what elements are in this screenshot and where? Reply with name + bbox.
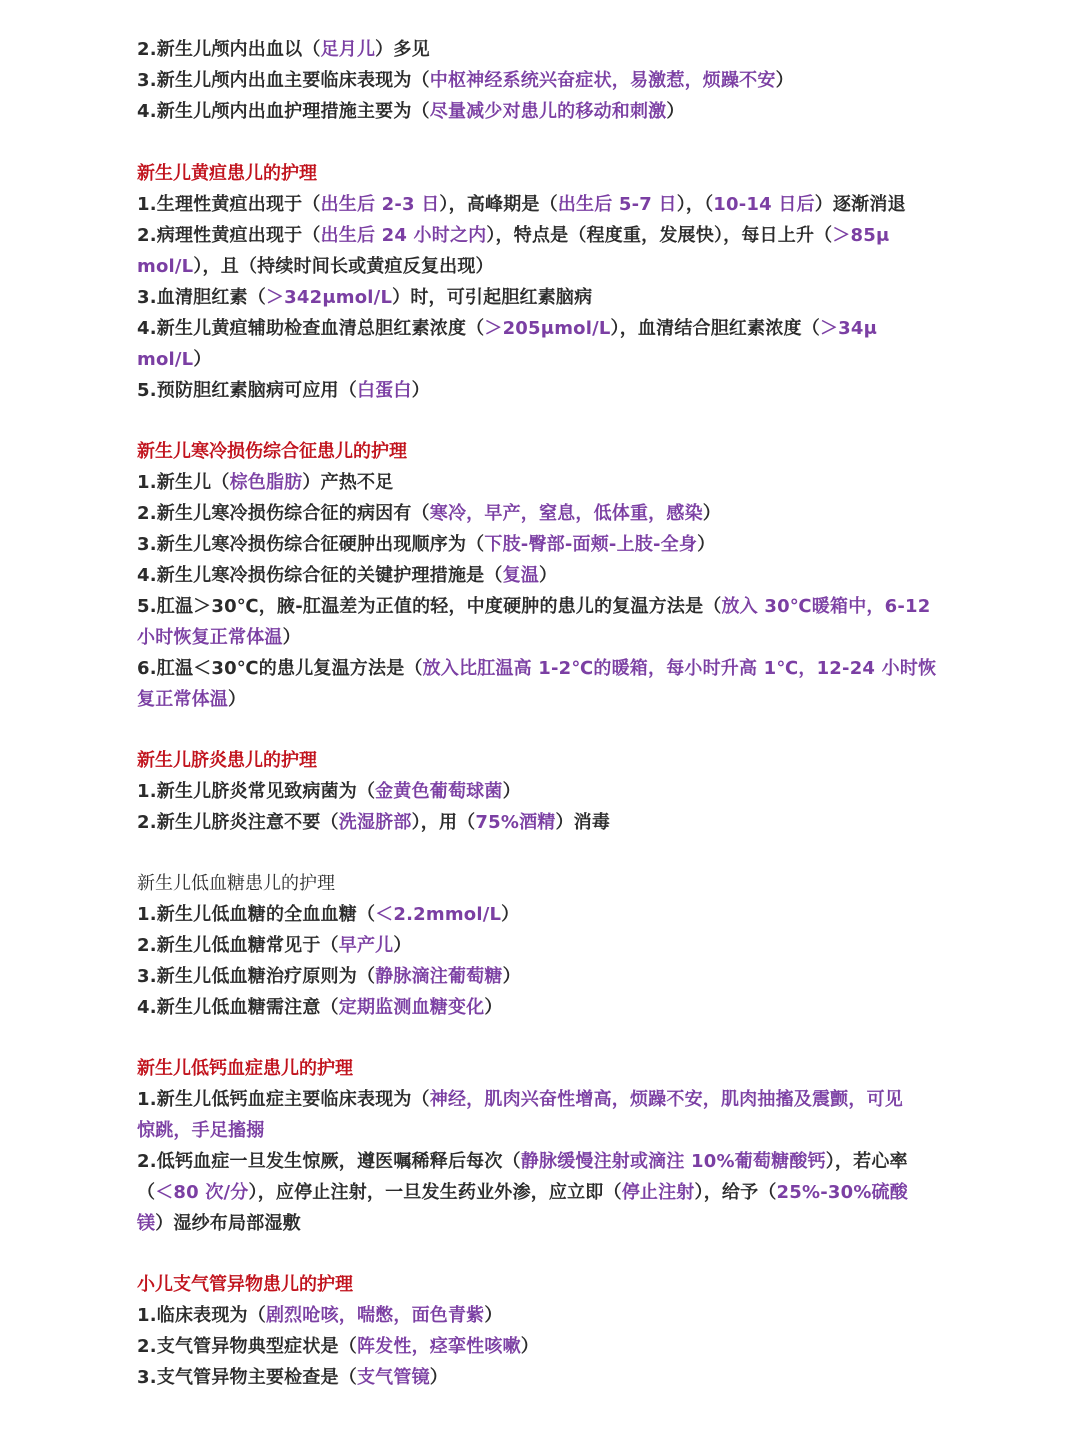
question-text: ） (393, 935, 412, 956)
question-text: ），（ (676, 194, 714, 215)
list-item (137, 1208, 962, 1239)
list-item (137, 313, 962, 344)
list-item (137, 467, 962, 498)
list-item (137, 1331, 962, 1362)
question-text: 2.新生儿颅内出血以（ (137, 39, 321, 60)
list-item (137, 65, 962, 96)
list-item (137, 1115, 962, 1146)
answer-highlight: 出生后 2-3 日 (320, 194, 440, 215)
list-item (137, 1300, 962, 1331)
section (137, 436, 962, 715)
list-item (137, 930, 962, 961)
answer-highlight: ＞342μmol/L (265, 287, 393, 308)
question-text: ）时，可引起胆红素脑病 (392, 287, 593, 308)
answer-highlight: mol/L (137, 256, 194, 277)
list-item (137, 220, 962, 251)
question-text: 2.病理性黄疸出现于（ (137, 225, 321, 246)
list-item (137, 1362, 962, 1393)
list-item (137, 344, 962, 375)
question-text: ），给予（ (694, 1182, 777, 1203)
question-text: 3.新生儿颅内出血主要临床表现为（ (137, 70, 430, 91)
answer-highlight: 75%酒精 (475, 812, 556, 833)
question-text: 1.新生儿（ (137, 472, 230, 493)
question-text: 4.新生儿低血糖需注意（ (137, 997, 339, 1018)
question-text: 3.新生儿低血糖治疗原则为（ (137, 966, 376, 987)
answer-highlight: 寒冷，早产，窒息，低体重，感染 (429, 503, 703, 524)
answer-highlight: 10-14 日后 (713, 194, 815, 215)
list-item (137, 560, 962, 591)
section-heading: 新生儿寒冷损伤综合征患儿的护理 (137, 441, 407, 462)
question-text: 2.新生儿脐炎注意不要（ (137, 812, 339, 833)
question-text: 3.支气管异物主要检查是（ (137, 1367, 357, 1388)
answer-highlight: 中枢神经系统兴奋症状，易激惹，烦躁不安 (429, 70, 776, 91)
question-text: ），应停止注射，一旦发生药业外渗，应立即（ (248, 1182, 622, 1203)
section (137, 1053, 962, 1239)
question-text: ） (484, 997, 503, 1018)
answer-highlight: 尽量减少对患儿的移动和刺激 (429, 101, 667, 122)
answer-highlight: ＞85μ (832, 225, 890, 246)
list-item (137, 591, 962, 622)
answer-highlight: 洗湿脐部 (338, 812, 412, 833)
question-text: ） (520, 1336, 539, 1357)
question-text: 5.肛温＞30℃，腋-肛温差为正值的轻，中度硬肿的患儿的复温方法是（ (137, 596, 722, 617)
list-item (137, 96, 962, 127)
list-item (137, 622, 962, 653)
list-item (137, 961, 962, 992)
question-text: ） (228, 689, 247, 710)
list-item (137, 776, 962, 807)
section-heading: 新生儿脐炎患儿的护理 (137, 750, 317, 771)
question-text: 1.新生儿低钙血症主要临床表现为（ (137, 1089, 430, 1110)
list-item (137, 1084, 962, 1115)
answer-highlight: 复正常体温 (137, 689, 228, 710)
answer-highlight: 出生后 5-7 日 (557, 194, 677, 215)
answer-highlight: 小时恢复正常体温 (137, 627, 283, 648)
question-text: 1.临床表现为（ (137, 1305, 266, 1326)
question-text: 2.新生儿寒冷损伤综合征的病因有（ (137, 503, 430, 524)
answer-highlight: 惊跳，手足搐搦 (137, 1120, 265, 1141)
list-item (137, 653, 962, 684)
answer-highlight: 停止注射 (621, 1182, 695, 1203)
question-text: ） (502, 966, 521, 987)
question-text: 1.新生儿脐炎常见致病菌为（ (137, 781, 376, 802)
answer-highlight: 棕色脂肪 (229, 472, 303, 493)
notes-document (137, 34, 962, 1423)
list-item (137, 251, 962, 282)
list-item (137, 899, 962, 930)
answer-highlight: mol/L (137, 349, 194, 370)
question-text: ） (484, 1305, 503, 1326)
question-text: 2.低钙血症一旦发生惊厥，遵医嘱稀释后每次（ (137, 1151, 521, 1172)
question-text: ） (775, 70, 794, 91)
answer-highlight: ＞205μmol/L (484, 318, 611, 339)
section (137, 158, 962, 406)
question-text: ）多见 (375, 39, 430, 60)
answer-highlight: 剧烈呛咳，喘憋，面色青紫 (265, 1305, 485, 1326)
question-text: ） (702, 503, 721, 524)
section-heading: 新生儿低血糖患儿的护理 (137, 873, 335, 894)
section (137, 34, 962, 127)
list-item (137, 282, 962, 313)
answer-highlight: 镁 (137, 1213, 156, 1234)
question-text: ） (538, 565, 558, 586)
question-text: ） (666, 101, 685, 122)
question-text: 3.新生儿寒冷损伤综合征硬肿出现顺序为（ (137, 534, 485, 555)
list-item (137, 375, 962, 406)
question-text: ） (697, 534, 716, 555)
question-text: ），高峰期是（ (439, 194, 558, 215)
section (137, 745, 962, 838)
list-item (137, 34, 962, 65)
list-item (137, 529, 962, 560)
question-text: 6.肛温＜30℃的患儿复温方法是（ (137, 658, 423, 679)
list-item (137, 189, 962, 220)
question-text: ） (282, 627, 301, 648)
list-item (137, 1146, 962, 1177)
list-item (137, 1177, 962, 1208)
question-text: 5.预防胆红素脑病可应用（ (137, 380, 357, 401)
section-heading: 小儿支气管异物患儿的护理 (137, 1274, 353, 1295)
answer-highlight: ＜80 次/分 (155, 1182, 249, 1203)
answer-highlight: 下肢-臀部-面颊-上肢-全身 (484, 534, 698, 555)
question-text: 4.新生儿黄疸辅助检查血清总胆红素浓度（ (137, 318, 485, 339)
answer-highlight: 复温 (502, 565, 539, 586)
question-text: ）消毒 (555, 812, 611, 833)
answer-highlight: 静脉缓慢注射或滴注 10%葡萄糖酸钙 (520, 1151, 826, 1172)
question-text: ），且（持续时间长或黄疸反复出现） (193, 256, 494, 277)
question-text: ），特点是（程度重，发展快），每日上升（ (486, 225, 833, 246)
answer-highlight: 足月儿 (320, 39, 376, 60)
answer-highlight: 白蛋白 (356, 380, 412, 401)
answer-highlight: 出生后 24 小时之内 (320, 225, 487, 246)
answer-highlight: 神经，肌肉兴奋性增高，烦躁不安，肌肉抽搐及震颤，可见 (429, 1089, 903, 1110)
answer-highlight: 金黄色葡萄球菌 (375, 781, 503, 802)
question-text: ），血清结合胆红素浓度（ (610, 318, 820, 339)
answer-highlight: ＞34μ (819, 318, 878, 339)
answer-highlight: 支气管镜 (356, 1367, 430, 1388)
question-text: ），若心率 (825, 1151, 908, 1172)
list-item (137, 807, 962, 838)
question-text: ） (429, 1367, 448, 1388)
section-heading: 新生儿黄疸患儿的护理 (137, 163, 317, 184)
question-text: 2.新生儿低血糖常见于（ (137, 935, 339, 956)
answer-highlight: 静脉滴注葡萄糖 (375, 966, 503, 987)
answer-highlight: 放入比肛温高 1-2℃的暖箱，每小时升高 1℃，12-24 小时恢 (422, 658, 937, 679)
list-item (137, 684, 962, 715)
question-text: ）湿纱布局部湿敷 (155, 1213, 301, 1234)
question-text: 1.生理性黄疸出现于（ (137, 194, 321, 215)
answer-highlight: ＜2.2mmol/L (375, 904, 502, 925)
question-text: 3.血清胆红素（ (137, 287, 266, 308)
question-text: 2.支气管异物典型症状是（ (137, 1336, 357, 1357)
question-text: ），用（ (411, 812, 476, 833)
question-text: ）产热不足 (302, 472, 394, 493)
section (137, 1269, 962, 1393)
answer-highlight: 25%-30%硫酸 (776, 1182, 908, 1203)
question-text: 4.新生儿寒冷损伤综合征的关键护理措施是（ (137, 565, 503, 586)
section (137, 868, 962, 1023)
question-text: ） (411, 380, 430, 401)
section-heading: 新生儿低钙血症患儿的护理 (137, 1058, 353, 1079)
question-text: （ (137, 1182, 156, 1203)
question-text: 1.新生儿低血糖的全血血糖（ (137, 904, 376, 925)
question-text: ） (501, 904, 520, 925)
question-text: ） (193, 349, 212, 370)
question-text: 4.新生儿颅内出血护理措施主要为（ (137, 101, 430, 122)
question-text: ） (502, 781, 521, 802)
answer-highlight: 定期监测血糖变化 (338, 997, 485, 1018)
question-text: ）逐渐消退 (814, 194, 906, 215)
answer-highlight: 阵发性，痉挛性咳嗽 (356, 1336, 521, 1357)
answer-highlight: 放入 30℃暖箱中，6-12 (721, 596, 931, 617)
answer-highlight: 早产儿 (338, 935, 394, 956)
list-item (137, 992, 962, 1023)
list-item (137, 498, 962, 529)
